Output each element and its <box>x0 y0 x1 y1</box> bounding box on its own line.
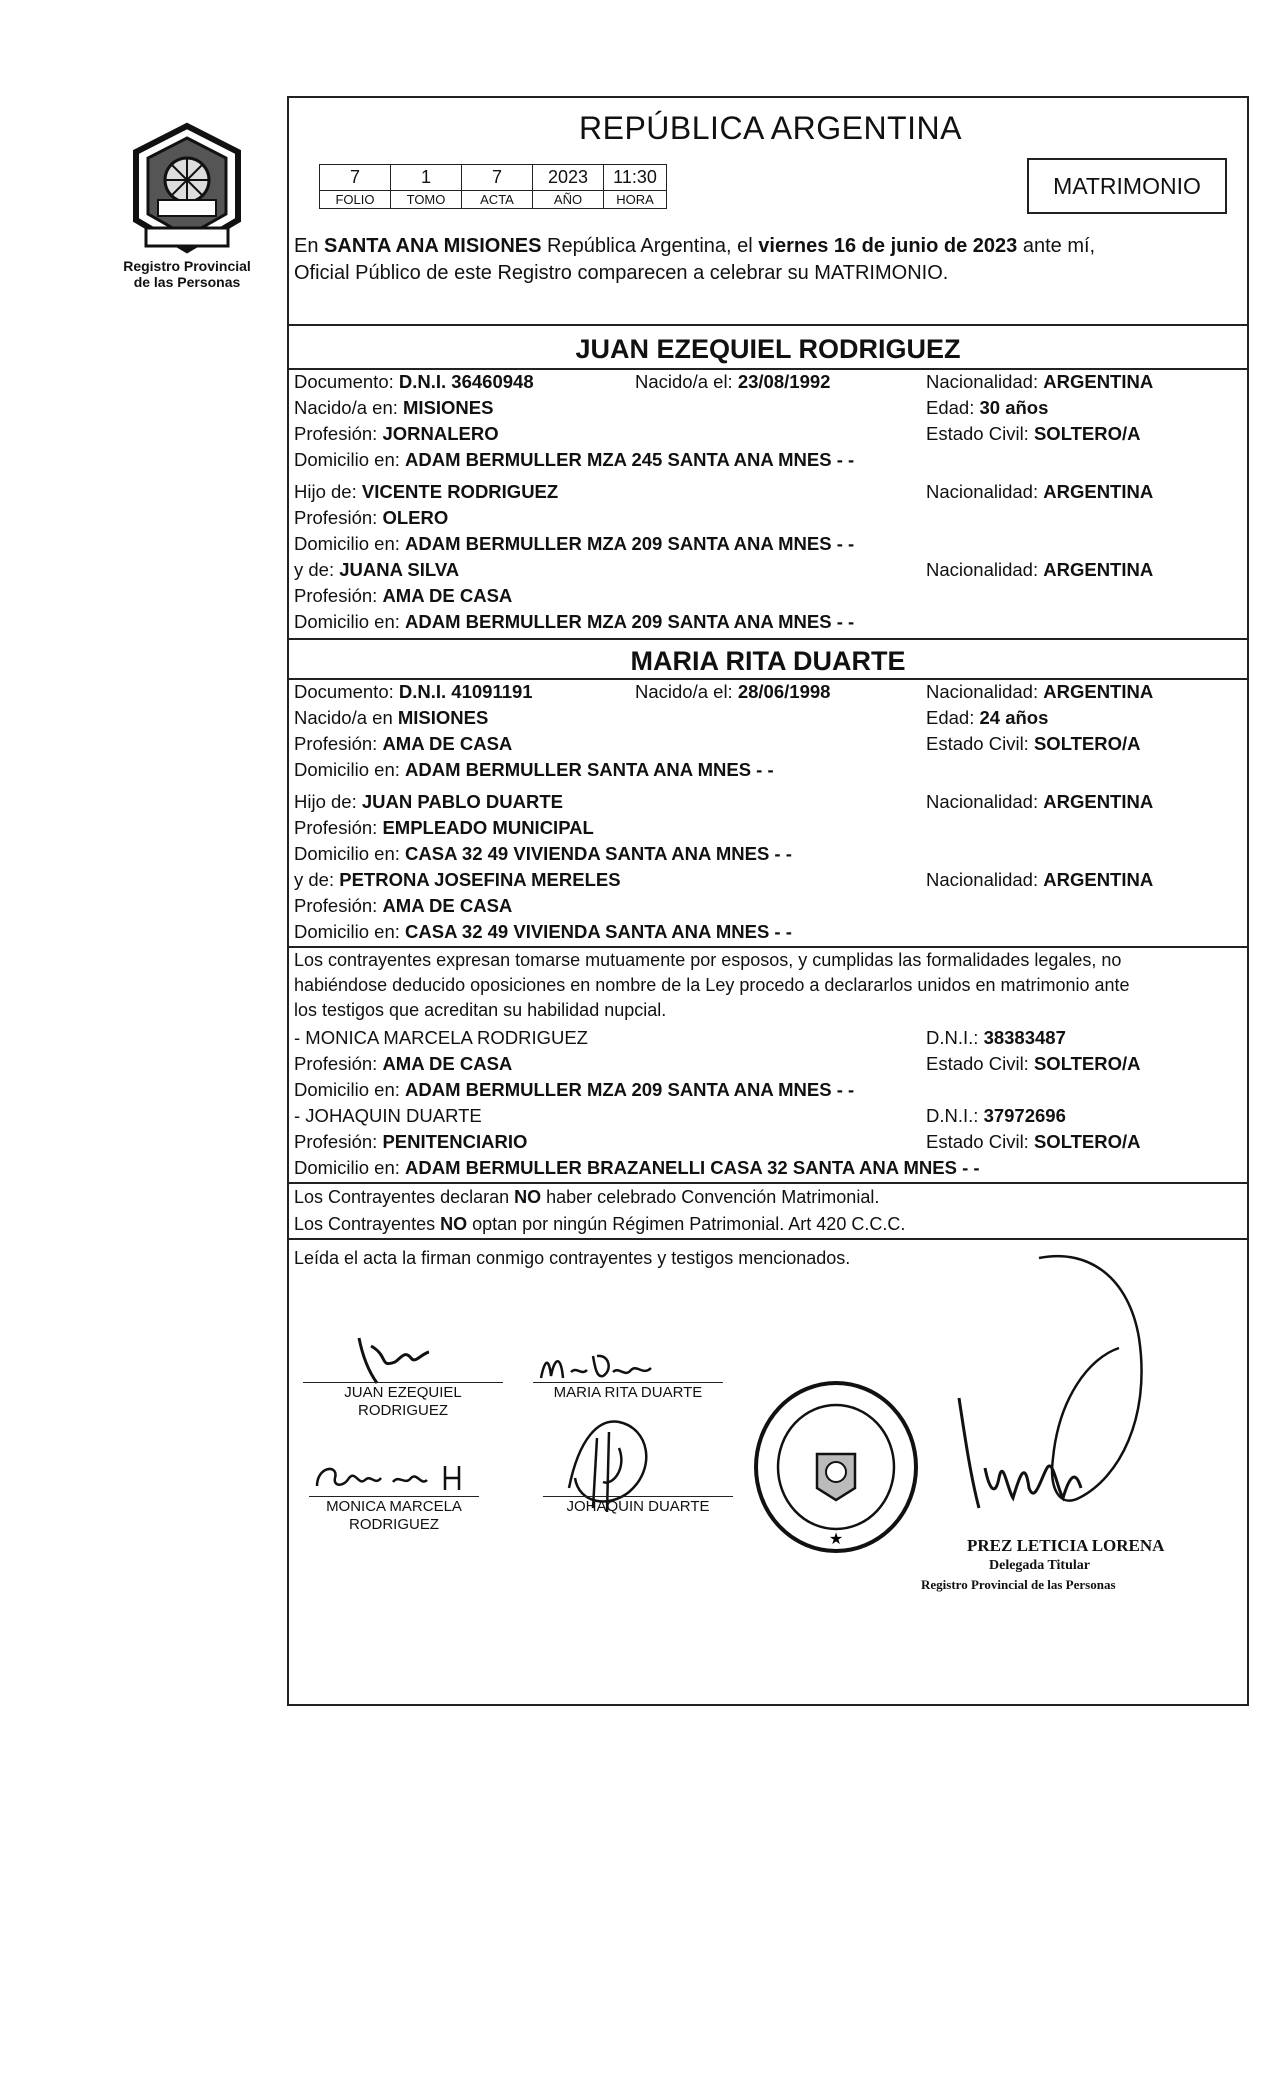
declaration-line-2: habiéndose deducido oposiciones en nombre de la Ley procedo a declararlos unidos en matrimonio ante <box>294 975 1130 995</box>
witness2-signature-line <box>543 1496 733 1497</box>
bride-signature-label: MARIA RITA DUARTE <box>553 1384 703 1401</box>
anio-label: AÑO <box>533 191 604 209</box>
groom-father: Hijo de: VICENTE RODRIGUEZ <box>294 481 559 502</box>
witness1-signature-icon <box>309 1460 479 1496</box>
bride-mother: y de: PETRONA JOSEFINA MERELES <box>294 869 621 890</box>
anio-value: 2023 <box>533 165 604 191</box>
groom-birthdate: Nacido/a el: 23/08/1992 <box>635 371 831 392</box>
witness2-profession: Profesión: PENITENCIARIO <box>294 1131 528 1152</box>
witness1-dni: D.N.I.: 38383487 <box>926 1027 1066 1048</box>
official-name: PREZ LETICIA LORENA <box>967 1536 1165 1555</box>
groom-document: Documento: D.N.I. 36460948 <box>294 371 534 392</box>
bride-father-address: Domicilio en: CASA 32 49 VIVIENDA SANTA ANA MNES - - <box>294 843 792 864</box>
divider <box>289 324 1247 326</box>
intro-line-1: En SANTA ANA MISIONES República Argentina, el viernes 16 de junio de 2023 ante mí, <box>294 235 1096 257</box>
bride-age: Edad: 24 años <box>926 707 1049 728</box>
divider <box>289 1238 1247 1240</box>
act-type-box: MATRIMONIO <box>1027 158 1227 214</box>
witness2-name: - JOHAQUIN DUARTE <box>294 1105 482 1126</box>
groom-civil-status: Estado Civil: SOLTERO/A <box>926 423 1141 444</box>
witness2-civil-status: Estado Civil: SOLTERO/A <box>926 1131 1141 1152</box>
page-title: REPÚBLICA ARGENTINA <box>579 110 962 146</box>
bride-document: Documento: D.N.I. 41091191 <box>294 681 533 702</box>
registry-table <box>319 164 667 209</box>
acta-value: 7 <box>462 165 533 191</box>
groom-father-address: Domicilio en: ADAM BERMULLER MZA 209 SANTA ANA MNES - - <box>294 533 855 554</box>
convention-line-2: Los Contrayentes NO optan por ningún Régimen Patrimonial. Art 420 C.C.C. <box>294 1214 906 1234</box>
bride-nationality: Nacionalidad: ARGENTINA <box>926 681 1154 702</box>
svg-text:★: ★ <box>828 1529 844 1548</box>
convention-line-1: Los Contrayentes declaran NO haber celebrado Convención Matrimonial. <box>294 1187 880 1207</box>
groom-mother: y de: JUANA SILVA <box>294 559 460 580</box>
hora-value: 11:30 <box>604 165 667 191</box>
bride-mother-nationality: Nacionalidad: ARGENTINA <box>926 869 1154 890</box>
divider <box>289 638 1247 640</box>
official-office: Registro Provincial de las Personas <box>921 1577 1116 1592</box>
bride-father: Hijo de: JUAN PABLO DUARTE <box>294 791 563 812</box>
bride-father-profession: Profesión: EMPLEADO MUNICIPAL <box>294 817 594 838</box>
groom-father-nationality: Nacionalidad: ARGENTINA <box>926 481 1154 502</box>
bride-address: Domicilio en: ADAM BERMULLER SANTA ANA MNES - - <box>294 759 774 780</box>
divider <box>289 1182 1247 1184</box>
declaration-line-1: Los contrayentes expresan tomarse mutuamente por esposos, y cumplidas las formalidades legales, no <box>294 950 1122 970</box>
groom-signature-label: JUAN EZEQUIEL RODRIGUEZ <box>344 1384 462 1419</box>
groom-father-profession: Profesión: OLERO <box>294 507 449 528</box>
bride-name: MARIA RITA DUARTE <box>630 646 906 676</box>
witness2-dni: D.N.I.: 37972696 <box>926 1105 1066 1126</box>
witness1-signature-label: MONICA MARCELA RODRIGUEZ <box>326 1498 462 1533</box>
groom-mother-address: Domicilio en: ADAM BERMULLER MZA 209 SANTA ANA MNES - - <box>294 611 855 632</box>
witness1-civil-status: Estado Civil: SOLTERO/A <box>926 1053 1141 1074</box>
hora-label: HORA <box>604 191 667 209</box>
bride-mother-profession: Profesión: AMA DE CASA <box>294 895 513 916</box>
witness1-signature-line <box>309 1496 479 1497</box>
intro-line-2: Oficial Público de este Registro comparecen a celebrar su MATRIMONIO. <box>294 262 949 284</box>
bride-civil-status: Estado Civil: SOLTERO/A <box>926 733 1141 754</box>
bride-mother-address: Domicilio en: CASA 32 49 VIVIENDA SANTA ANA MNES - - <box>294 921 792 942</box>
groom-age: Edad: 30 años <box>926 397 1049 418</box>
bride-profession: Profesión: AMA DE CASA <box>294 733 513 754</box>
groom-address: Domicilio en: ADAM BERMULLER MZA 245 SANTA ANA MNES - - <box>294 449 855 470</box>
witness1-name: - MONICA MARCELA RODRIGUEZ <box>294 1027 588 1048</box>
groom-signature-icon <box>349 1328 459 1388</box>
witness2-signature-label: JOHAQUIN DUARTE <box>566 1498 710 1515</box>
marriage-certificate <box>287 96 1249 1706</box>
groom-signature-line <box>303 1382 503 1383</box>
groom-mother-nationality: Nacionalidad: ARGENTINA <box>926 559 1154 580</box>
folio-label: FOLIO <box>320 191 391 209</box>
acta-label: ACTA <box>462 191 533 209</box>
groom-name: JUAN EZEQUIEL RODRIGUEZ <box>575 334 961 364</box>
bride-birthdate: Nacido/a el: 28/06/1998 <box>635 681 831 702</box>
tomo-value: 1 <box>391 165 462 191</box>
official-signature-icon <box>789 1248 1169 1538</box>
witness2-address: Domicilio en: ADAM BERMULLER BRAZANELLI CASA 32 SANTA ANA MNES - - <box>294 1157 980 1178</box>
witness1-profession: Profesión: AMA DE CASA <box>294 1053 513 1074</box>
groom-profession: Profesión: JORNALERO <box>294 423 499 444</box>
tomo-label: TOMO <box>391 191 462 209</box>
witness1-address: Domicilio en: ADAM BERMULLER MZA 209 SANTA ANA MNES - - <box>294 1079 855 1100</box>
declaration-line-3: los testigos que acreditan su habilidad nupcial. <box>294 1000 667 1020</box>
groom-mother-profession: Profesión: AMA DE CASA <box>294 585 513 606</box>
folio-value: 7 <box>320 165 391 191</box>
logo-caption-line1: Registro Provincial <box>123 258 251 274</box>
groom-nationality: Nacionalidad: ARGENTINA <box>926 371 1154 392</box>
bride-father-nationality: Nacionalidad: ARGENTINA <box>926 791 1154 812</box>
bride-born-in: Nacido/a en MISIONES <box>294 707 489 728</box>
bride-signature-line <box>533 1382 723 1383</box>
misiones-emblem-icon <box>128 122 246 254</box>
official-title: Delegada Titular <box>989 1558 1090 1573</box>
groom-born-in: Nacido/a en: MISIONES <box>294 397 494 418</box>
closing-text: Leída el acta la firman conmigo contrayentes y testigos mencionados. <box>294 1248 851 1268</box>
logo-caption-line2: de las Personas <box>133 274 241 290</box>
